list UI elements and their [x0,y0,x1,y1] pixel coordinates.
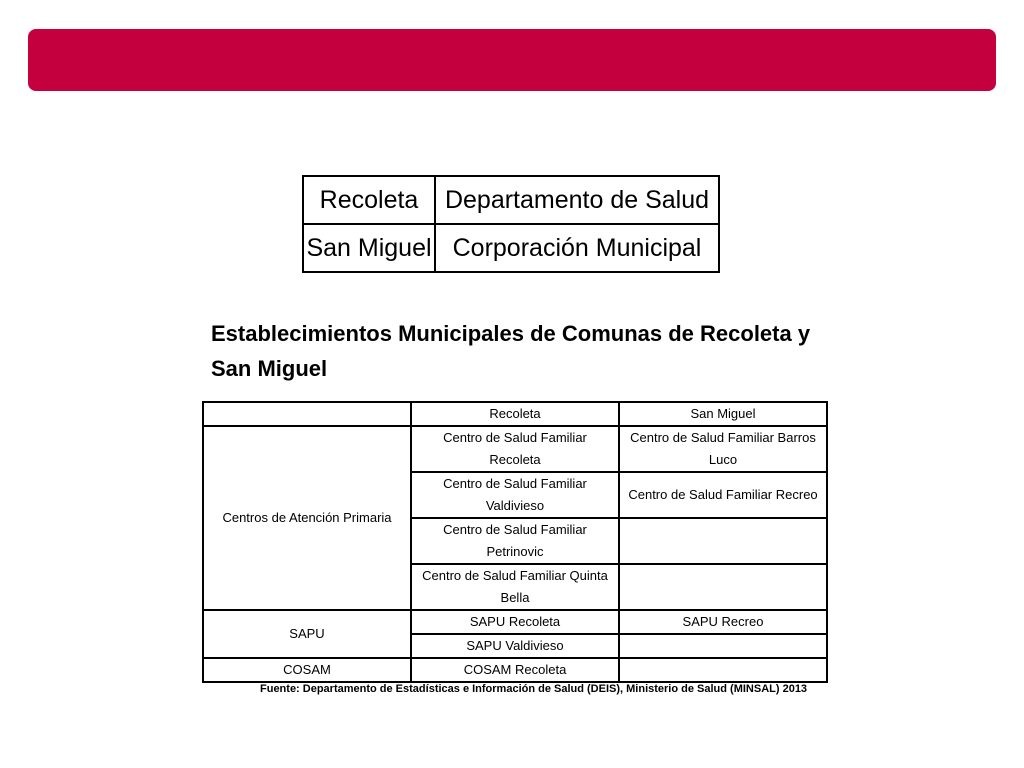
commune-cell: Recoleta [303,176,435,224]
title-banner [28,29,996,91]
table-cell: Centro de Salud Familiar Recreo [619,472,827,518]
table-cell: Centro de Salud Familiar Barros Luco [619,426,827,472]
table-cell: Centro de Salud Familiar Valdivieso [411,472,619,518]
table-cell: Centro de Salud Familiar Quinta Bella [411,564,619,610]
commune-cell: San Miguel [303,224,435,272]
source-note: Fuente: Departamento de Estadísticas e Información de Salud (DEIS), Ministerio de Salud (MINSAL) 2013 [260,683,808,695]
group-cell-sapu: SAPU [203,610,411,658]
header-cell-san-miguel: San Miguel [619,402,827,426]
group-cell-cosam: COSAM [203,658,411,682]
table-row [303,176,719,224]
table-row [203,610,827,634]
table-cell: SAPU Valdivieso [411,634,619,658]
administration-table [302,175,720,273]
header-cell-recoleta: Recoleta [411,402,619,426]
header-cell-empty [203,402,411,426]
table-cell: COSAM Recoleta [411,658,619,682]
group-cell-aps: Centros de Atención Primaria [203,426,411,610]
table-cell-empty [619,518,827,564]
section-heading: Establecimientos Municipales de Comunas de Recoleta y San Miguel [211,321,811,381]
administrator-cell: Corporación Municipal [435,224,719,272]
table-row [303,224,719,272]
table-cell: Centro de Salud Familiar Petrinovic [411,518,619,564]
table-row [203,426,827,472]
administrator-cell: Departamento de Salud [435,176,719,224]
table-cell: SAPU Recreo [619,610,827,634]
table-cell: Centro de Salud Familiar Recoleta [411,426,619,472]
table-cell-empty [619,564,827,610]
header-row [203,402,827,426]
table-cell-empty [619,658,827,682]
table-cell: SAPU Recoleta [411,610,619,634]
table-row [203,658,827,682]
table-cell-empty [619,634,827,658]
establishments-table [202,401,828,683]
